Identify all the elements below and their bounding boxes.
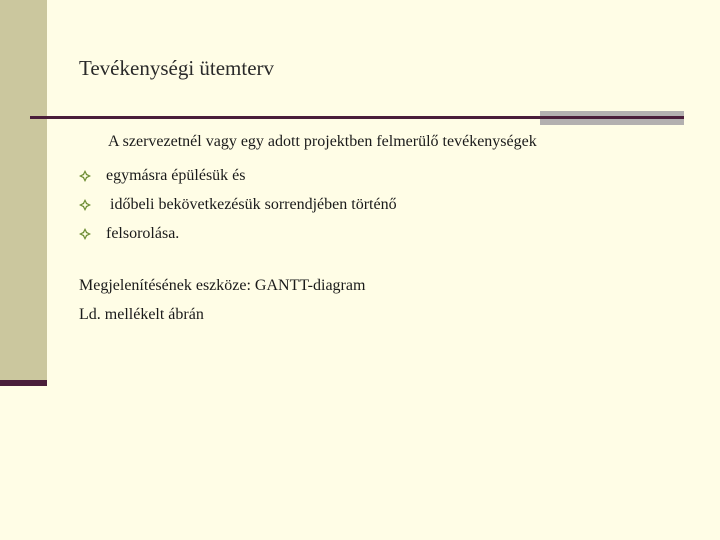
tool-line: Megjelenítésének eszköze: GANTT-diagram — [79, 277, 366, 294]
diamond-bullet-icon — [79, 228, 91, 240]
slide-title: Tevékenységi ütemterv — [79, 56, 275, 80]
bullet-item — [79, 219, 397, 248]
left-band-accent — [0, 380, 47, 386]
diamond-bullet-icon — [79, 199, 91, 211]
bullet-text: egymásra épülésük és — [106, 166, 246, 184]
bullet-text: felsorolása. — [106, 224, 180, 242]
intro-text: A szervezetnél vagy egy adott projektben felmerülő tevékenységek — [108, 133, 537, 150]
title-rule — [30, 116, 684, 119]
bullet-item — [79, 190, 397, 219]
bullet-text: időbeli bekövetkezésük sorrendjében történő — [106, 195, 397, 213]
reference-line: Ld. mellékelt ábrán — [79, 306, 204, 323]
bullet-list — [79, 161, 397, 248]
bullet-item — [79, 161, 397, 190]
left-decorative-band — [0, 0, 47, 386]
diamond-bullet-icon — [79, 170, 91, 182]
